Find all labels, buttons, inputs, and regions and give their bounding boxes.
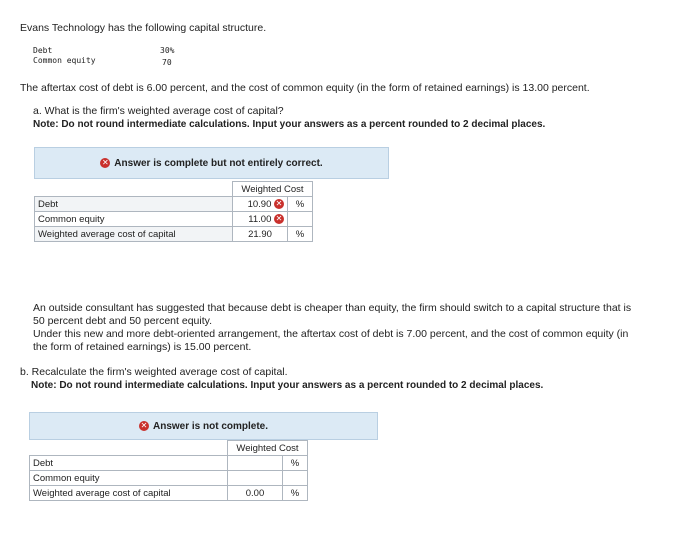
part-a-note: Note: Do not round intermediate calculations. Input your answers as a percent rounded to 2 decimal places. <box>33 119 546 130</box>
part-a-table-header: Weighted Cost <box>233 182 313 197</box>
part-a-banner-text: Answer is complete but not entirely correct. <box>114 157 323 169</box>
unit-empty <box>288 212 313 227</box>
part-a-banner <box>34 147 389 179</box>
table-row <box>30 486 308 501</box>
consultant-line-4: the form of retained earnings) is 15.00 percent. <box>33 341 252 353</box>
x-circle-icon: ✕ <box>140 421 148 430</box>
part-b-banner <box>29 412 378 440</box>
equity-weighted-cost-input[interactable]: 11.00 <box>248 213 272 225</box>
unit-percent: % <box>288 227 313 242</box>
wacc-value: 21.90 <box>233 227 288 242</box>
x-circle-icon: ✕ <box>101 158 109 167</box>
part-a-question: a. What is the firm's weighted average cost of capital? <box>33 105 284 117</box>
structure-equity-label: Common equity <box>33 56 96 65</box>
row-label-wacc: Weighted average cost of capital <box>30 486 228 501</box>
structure-equity-value: 70 <box>162 58 172 67</box>
debt-weighted-cost-input[interactable]: 10.90 <box>247 198 272 210</box>
intro-text: Evans Technology has the following capital structure. <box>20 22 267 34</box>
x-circle-icon: ✕ <box>275 198 283 208</box>
unit-empty <box>283 471 308 486</box>
debt-weighted-cost-input[interactable] <box>228 456 283 471</box>
x-circle-icon: ✕ <box>275 213 283 223</box>
consultant-line-2: 50 percent debt and 50 percent equity. <box>33 315 213 327</box>
row-label-equity: Common equity <box>35 212 233 227</box>
row-label-debt: Debt <box>35 197 233 212</box>
row-label-debt: Debt <box>30 456 228 471</box>
row-label-equity: Common equity <box>30 471 228 486</box>
table-row <box>35 227 313 242</box>
part-b-table <box>29 440 308 501</box>
cost-statement: The aftertax cost of debt is 6.00 percent, and the cost of common equity (in the form of retained earnings) is 13.00 percent. <box>20 82 590 94</box>
unit-percent: % <box>283 486 308 501</box>
equity-weighted-cost-input[interactable] <box>228 471 283 486</box>
table-row <box>35 197 313 212</box>
table-row <box>30 471 308 486</box>
part-b-question: b. Recalculate the firm's weighted average cost of capital. <box>20 366 288 378</box>
table-row <box>35 212 313 227</box>
part-b-table-header: Weighted Cost <box>228 441 308 456</box>
consultant-line-1: An outside consultant has suggested that because debt is cheaper than equity, the firm should switch to a capital structure that is <box>33 302 632 314</box>
consultant-line-3: Under this new and more debt-oriented arrangement, the aftertax cost of debt is 7.00 percent, and the cost of common equity (in <box>33 328 629 340</box>
structure-debt-value: 30% <box>160 46 175 55</box>
unit-percent: % <box>283 456 308 471</box>
part-b-note: Note: Do not round intermediate calculations. Input your answers as a percent rounded to 2 decimal places. <box>31 380 544 391</box>
row-label-wacc: Weighted average cost of capital <box>35 227 233 242</box>
part-b-banner-text: Answer is not complete. <box>152 420 269 432</box>
unit-percent: % <box>288 197 313 212</box>
structure-debt-label: Debt <box>33 46 53 55</box>
wacc-value: 0.00 <box>228 486 283 501</box>
part-a-table <box>34 181 313 242</box>
table-row <box>30 456 308 471</box>
